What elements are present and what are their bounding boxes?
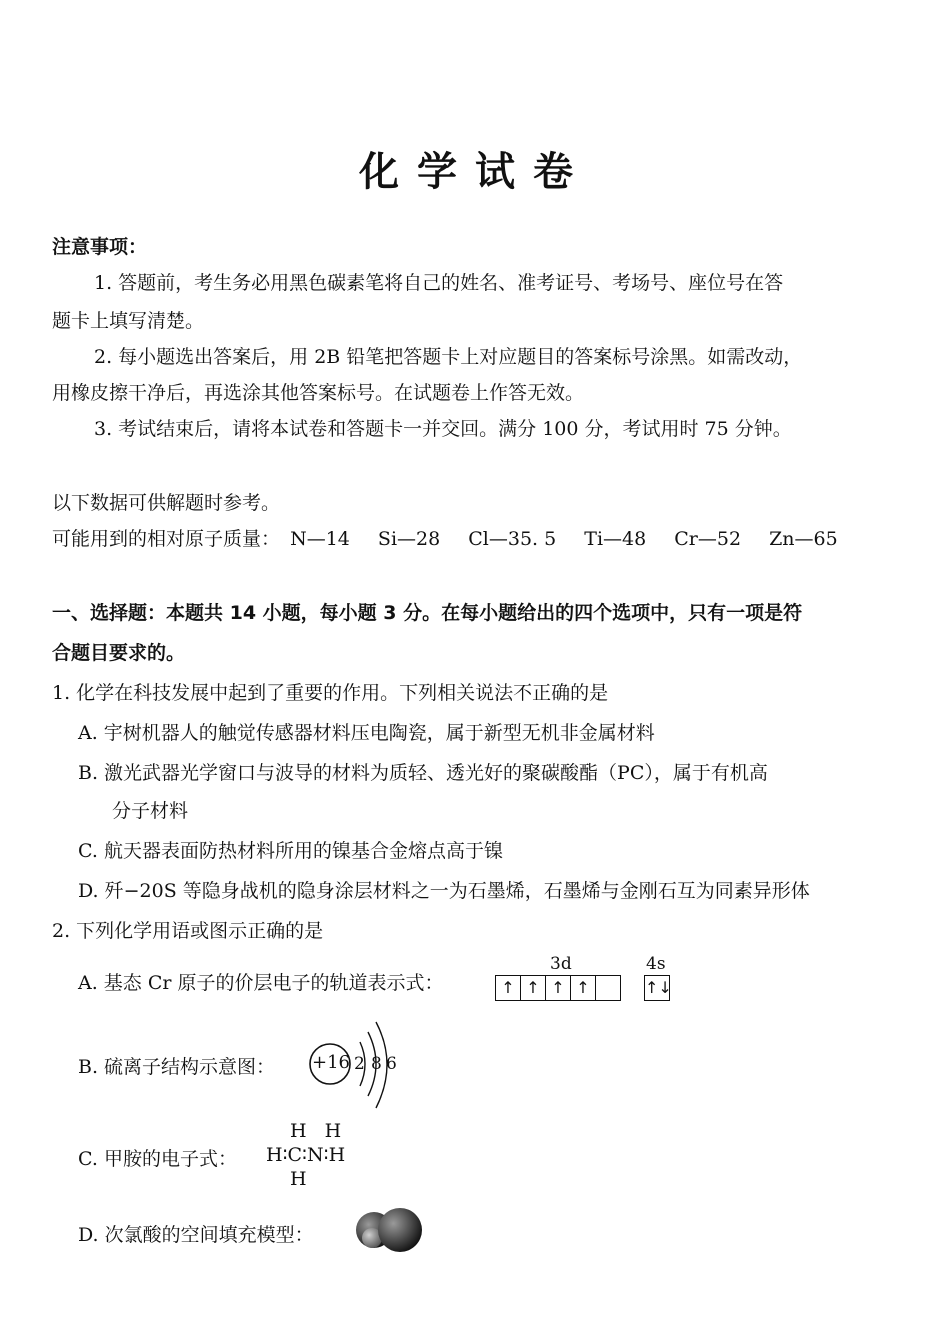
orbital-cell: ↑ — [571, 976, 596, 1000]
question-1-option-d: D. 歼−20S 等隐身战机的隐身涂层材料之一为石墨烯，石墨烯与金刚石互为同素异形体 — [78, 880, 810, 902]
question-2-option-c: C. 甲胺的电子式： — [78, 1148, 237, 1170]
section-1-heading: 一、选择题：本题共 14 小题，每小题 3 分。在每小题给出的四个选项中，只有一项是符 — [52, 602, 803, 624]
methylamine-middle: H∶C∶N∶H — [266, 1144, 346, 1166]
question-1-stem: 1. 化学在科技发展中起到了重要的作用。下列相关说法不正确的是 — [52, 682, 609, 704]
shell-1-electrons: 2 — [354, 1054, 365, 1074]
orbital-4s-boxes — [644, 975, 670, 1001]
reference-intro: 以下数据可供解题时参考。 — [52, 492, 281, 514]
mass-ti: Ti—48 — [584, 528, 647, 550]
page-title: 化学试卷 — [359, 149, 591, 195]
mass-cr: Cr—52 — [674, 528, 742, 550]
orbital-cell: ↑↓ — [645, 978, 672, 997]
question-1-option-b-cont: 分子材料 — [112, 800, 189, 822]
question-2-option-b: B. 硫离子结构示意图： — [78, 1056, 276, 1078]
notice-item-1: 1. 答题前，考生务必用黑色碳素笔将自己的姓名、准考证号、考场号、座位号在答 — [94, 272, 784, 294]
notice-item-3: 3. 考试结束后，请将本试卷和答题卡一并交回。满分 100 分，考试用时 75 分钟。 — [94, 418, 792, 440]
mass-cl: Cl—35. 5 — [468, 528, 557, 550]
question-1-option-c: C. 航天器表面防热材料所用的镍基合金熔点高于镍 — [78, 840, 503, 862]
orbital-cell: ↑ — [546, 976, 571, 1000]
question-2-stem: 2. 下列化学用语或图示正确的是 — [52, 920, 324, 942]
orbital-cell: ↑ — [496, 976, 521, 1000]
mass-zn: Zn—65 — [769, 528, 838, 550]
shell-2-electrons: 8 — [371, 1054, 382, 1074]
shell-3-electrons: 6 — [386, 1054, 397, 1074]
atomic-masses-label: 可能用到的相对原子质量： — [52, 528, 281, 550]
notice-item-2-cont: 用橡皮擦干净后，再选涂其他答案标号。在试题卷上作答无效。 — [52, 382, 585, 404]
question-1-option-a: A. 宇树机器人的触觉传感器材料压电陶瓷，属于新型无机非金属材料 — [78, 722, 655, 744]
orbital-3d-boxes — [495, 975, 621, 1001]
orbital-cell: ↑ — [521, 976, 546, 1000]
mass-si: Si—28 — [377, 528, 441, 550]
methylamine-top-h: H H — [290, 1120, 348, 1142]
atomic-masses — [52, 524, 860, 551]
methylamine-bottom-h: H — [290, 1168, 307, 1190]
section-1-heading-cont: 合题目要求的。 — [52, 642, 186, 664]
mass-n: N—14 — [290, 528, 350, 550]
nucleus-charge: +16 — [312, 1052, 350, 1073]
hypochlorous-acid-space-filling-model — [350, 1202, 430, 1258]
orbital-4s-label: 4s — [646, 954, 666, 974]
question-1-option-b: B. 激光武器光学窗口与波导的材料为质轻、透光好的聚碳酸酯（PC），属于有机高 — [78, 762, 768, 784]
notice-heading: 注意事项： — [52, 236, 148, 258]
orbital-3d-label: 3d — [550, 954, 572, 974]
notice-item-2: 2. 每小题选出答案后，用 2B 铅笔把答题卡上对应题目的答案标号涂黑。如需改动， — [94, 346, 803, 368]
question-2-option-a: A. 基态 Cr 原子的价层电子的轨道表示式： — [78, 972, 444, 994]
question-2-option-d: D. 次氯酸的空间填充模型： — [78, 1224, 314, 1246]
notice-item-1-cont: 题卡上填写清楚。 — [52, 310, 205, 332]
orbital-cell — [596, 976, 620, 1000]
